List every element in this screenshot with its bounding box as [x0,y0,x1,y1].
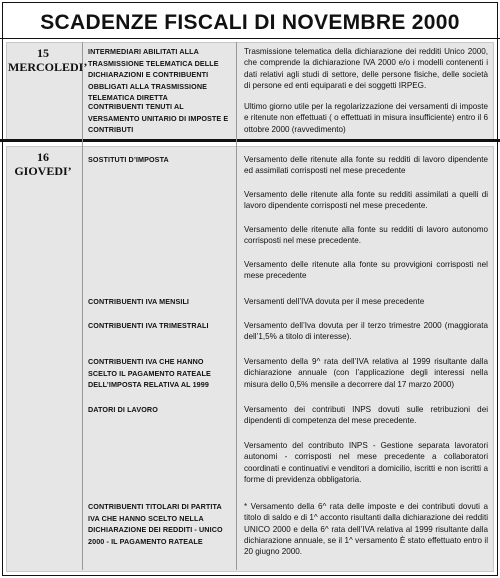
section-divider [0,139,500,142]
column-divider-category [236,42,237,570]
description-ritenute-lavoro-dipendente: Versamento delle ritenute alla fonte su redditi di lavoro dipendente ed assimilati corrisposti nel mese precedente [244,155,488,176]
category-iva-rateale-1999: CONTRIBUENTI IVA CHE HANNO SCELTO IL PAGAMENTO RATEALE DELL’IMPOSTA RELATIVA AL 1999 [88,357,211,389]
description-ritenute-provvigioni: Versamento delle ritenute alla fonte su provvigioni corrisposti nel mese precedente [244,260,488,281]
description-sesta-rata: * Versamento della 6^ rata delle imposte e dei contributi dovuti a titolo di saldo e di 1^ acconto risultanti dalla dichiarazione dei redditi UNICO 2000 e della 6^ rata dell’IVA relativa al 1999 risultante dalla dichiarazione annuale, se il 1^ versamento È stato effettuato entro il 20 giugno 2000. [244,502,488,557]
page-title: SCADENZE FISCALI DI NOVEMBRE 2000 [40,11,460,34]
description-gestione-separata: Versamento del contributo INPS - Gestione separata lavoratori autonomi - corrisposti nel mese precedente a collaboratori coordinati e continuativi e venditori a domicilio, iscritti e non iscritti a forme di previdenza obbligatoria. [244,441,488,484]
day-number: 15 [37,46,49,60]
description-iva-nona-rata: Versamento della 9^ rata dell’IVA relativa al 1999 risultante dalla dichiarazione annuale (con l’applicazione degli interessi nella misura dello 0,5% mensile a decorrere dal 17 marzo 2000) [244,357,488,389]
category-iva-mensili: CONTRIBUENTI IVA MENSILI [88,297,190,306]
description-iva-mensile: Versamenti dell’IVA dovuta per il mese precedente [244,297,425,306]
category-partita-iva-rateale: CONTRIBUENTI TITOLARI DI PARTITA IVA CHE HANNO SCELTO NELLA DICHIARAZIONE DEI REDDITI - UNICO 2000 - IL PAGAMENTO RATEALE [88,502,223,546]
day-weekday: GIOVEDI’ [14,164,72,178]
category-datori-lavoro: DATORI DI LAVORO [88,405,158,414]
category-versamento-unitario: CONTRIBUENTI TENUTI AL VERSAMENTO UNITARIO DI IMPOSTE E CONTRIBUTI [88,102,229,134]
description-iva-trimestrale: Versamento dell’Iva dovuta per il terzo trimestre 2000 (maggiorata dell’1,5% a titolo di interesse). [244,321,488,342]
column-divider-day [82,42,83,570]
description-ravvedimento: Ultimo giorno utile per la regolarizzazione dei versamenti di imposte e ritenute non effettuati ( o effettuati in misura insufficiente) entro il 6 ottobre 2000 (ravvedimento) [244,102,488,134]
description-trasmissione-telematica: Trasmissione telematica della dichiarazione dei redditi Unico 2000, che comprende la dichiarazione IVA 2000 e/o i modelli contenenti i dati relativi agli studi di settore, delle persone fisiche, delle società di persone ed enti equiparati e dei soggetti IRPEG. [244,47,488,90]
day-label-15 [8,46,88,74]
category-intermediari: INTERMEDIARI ABILITATI ALLA TRASMISSIONE TELEMATICA DELLE DICHIARAZIONI E CONTRIBUENTI OBBLIGATI ALLA TRASMISSIONE TELEMATICA DIRETTA [88,47,219,102]
description-ritenute-assimilati: Versamento delle ritenute alla fonte su redditi assimilati a quelli di lavoro dipendente corrisposti nel mese precedente. [244,190,488,211]
description-ritenute-lavoro-autonomo: Versamento delle ritenute alla fonte su redditi di lavoro autonomo corrisposti nel mese precedente. [244,225,488,246]
category-iva-trimestrali: CONTRIBUENTI IVA TRIMESTRALI [88,321,209,330]
title-divider [0,38,500,39]
day-weekday: MERCOLEDI’ [8,60,88,74]
description-contributi-inps: Versamento dei contributi INPS dovuti sulle retribuzioni dei dipendenti di competenza del mese precedente. [244,405,488,426]
day-number: 16 [37,150,49,164]
category-sostituti-imposta: SOSTITUTI D’IMPOSTA [88,155,169,164]
day-label-16 [8,150,78,178]
